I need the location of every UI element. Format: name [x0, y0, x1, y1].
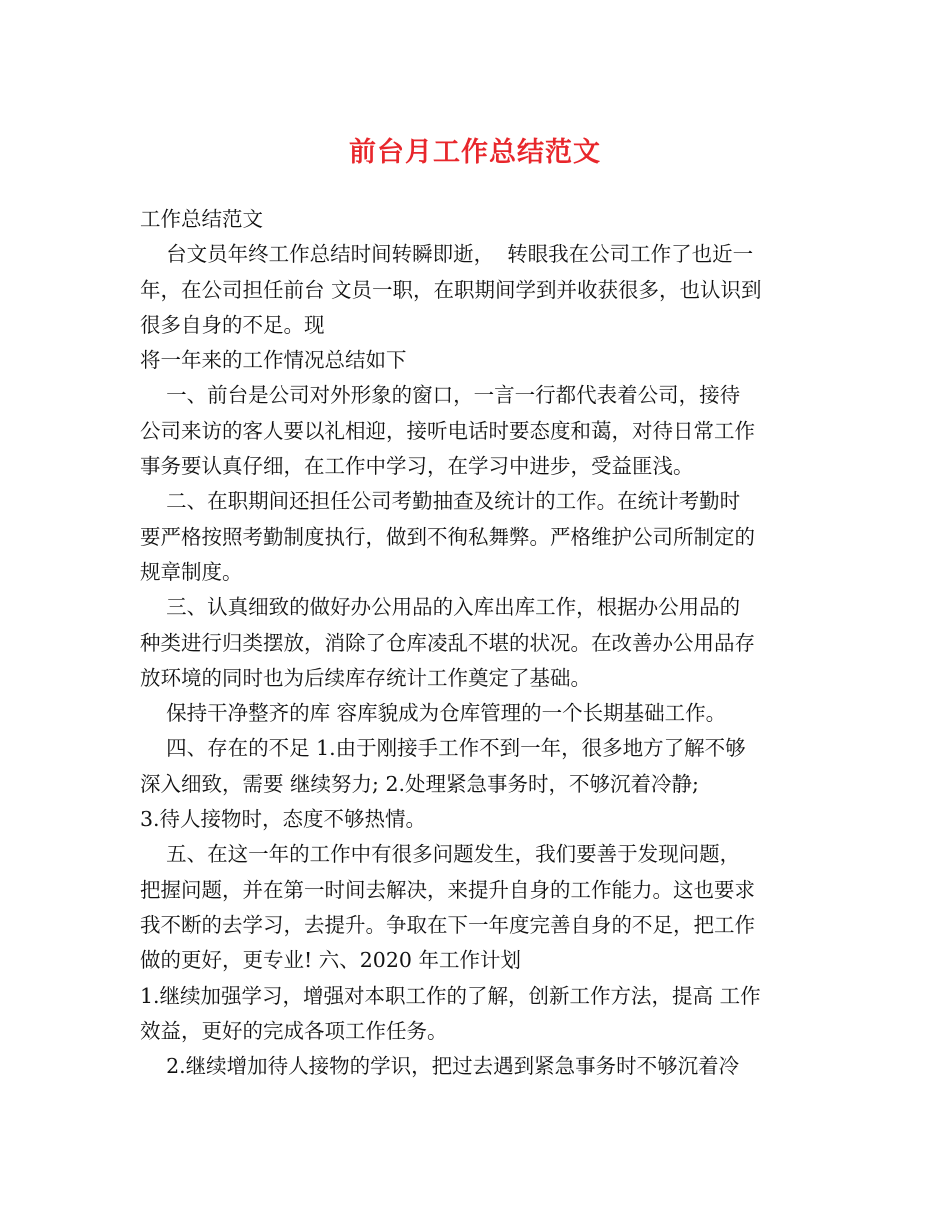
document-title: 前台月工作总结范文	[349, 137, 601, 168]
text-line: 放环境的同时也为后续库存统计工作奠定了基础。	[140, 665, 591, 690]
text-line: 公司来访的客人要以礼相迎，接听电话时要态度和蔼，对待日常工作	[140, 418, 755, 443]
text-line: 效益，更好的完成各项工作任务。	[140, 1018, 448, 1043]
text-line: 二、在职期间还担任公司考勤抽查及统计的工作。在统计考勤时	[140, 489, 741, 514]
text-line: 3.待人接物时，态度不够热情。	[140, 807, 427, 832]
text-line: 规章制度。	[140, 559, 243, 584]
text-line: 四、存在的不足 1.由于刚接手工作不到一年，很多地方了解不够	[140, 736, 746, 761]
text-line: 种类进行归类摆放，消除了仓库凌乱不堪的状况。在改善办公用品存	[140, 630, 755, 655]
text-line: 把握问题，并在第一时间去解决，来提升自身的工作能力。这也要求	[140, 877, 755, 902]
text-line: 事务要认真仔细，在工作中学习，在学习中进步，受益匪浅。	[140, 454, 694, 479]
text-line: 要严格按照考勤制度执行，做到不徇私舞弊。严格维护公司所制定的	[140, 524, 755, 549]
text-line: 很多自身的不足。现	[140, 312, 325, 337]
text-line: 做的更好，更专业! 六、2020 年工作计划	[140, 948, 521, 973]
text-line: 我不断的去学习，去提升。争取在下一年度完善自身的不足，把工作	[140, 912, 755, 937]
text-line: 2.继续增加待人接物的学识，把过去遇到紧急事务时不够沉着冷	[140, 1054, 740, 1079]
text-line: 将一年来的工作情况总结如下	[140, 348, 407, 373]
text-line: 三、认真细致的做好办公用品的入库出库工作，根据办公用品的	[140, 595, 741, 620]
text-line: 1.继续加强学习，增强对本职工作的了解，创新工作方法，提高 工作	[140, 983, 761, 1008]
text-line: 台文员年终工作总结时间转瞬即逝， 转眼我在公司工作了也近一	[140, 242, 754, 267]
text-line: 工作总结范文	[140, 207, 263, 231]
text-line: 一、前台是公司对外形象的窗口，一言一行都代表着公司，接待	[140, 383, 741, 408]
text-line: 年，在公司担任前台 文员一职，在职期间学到并收获很多，也认识到	[140, 277, 762, 302]
text-line: 保持干净整齐的库 容库貌成为仓库管理的一个长期基础工作。	[140, 701, 727, 726]
text-line: 五、在这一年的工作中有很多问题发生，我们要善于发现问题，	[140, 842, 741, 867]
document-body	[140, 202, 812, 1084]
text-line: 深入细致，需要 继续努力; 2.处理紧急事务时，不够沉着冷静;	[140, 771, 699, 796]
